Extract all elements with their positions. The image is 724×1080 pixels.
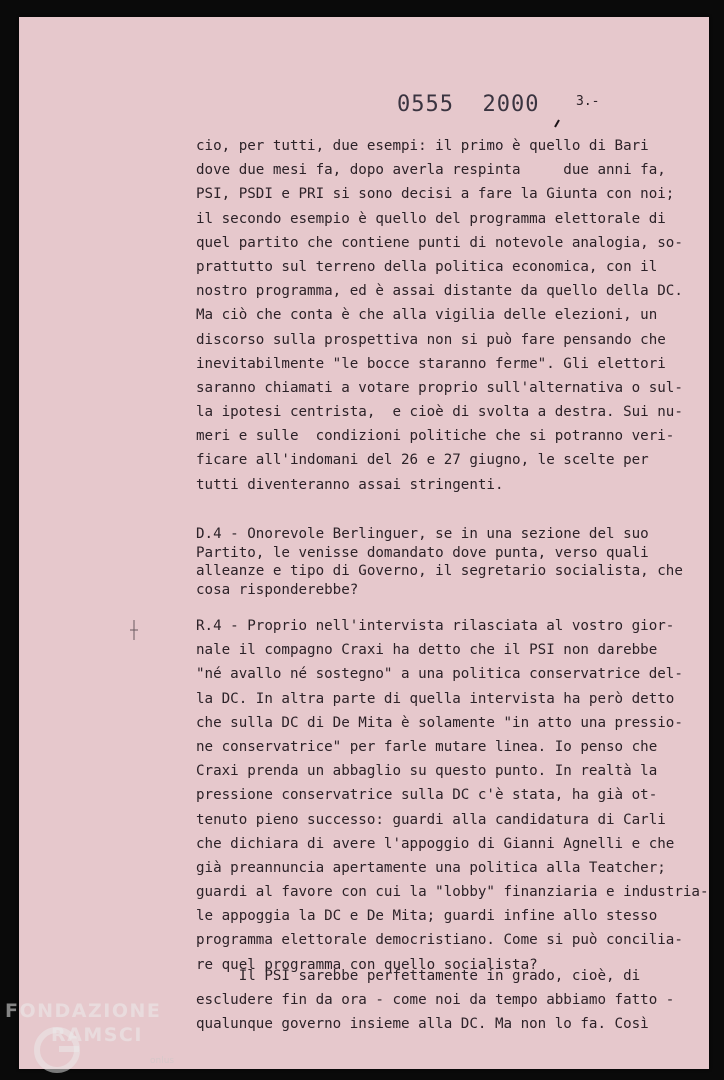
text-line: meri e sulle condizioni politiche che si potranno veri- (196, 428, 675, 445)
text-line: le appoggia la DC e De Mita; guardi infine allo stesso (196, 908, 658, 925)
text-line: tutti diventeranno assai stringenti. (196, 476, 504, 493)
margin-cross-icon (128, 618, 140, 642)
text-line: alleanze e tipo di Governo, il segretario socialista, che (196, 563, 683, 580)
text-line: escludere fin da ora - come noi da tempo abbiamo fatto - (196, 992, 675, 1009)
text-line: qualunque governo insieme alla DC. Ma non lo fa. Così (196, 1016, 649, 1033)
answer-4 (196, 614, 709, 977)
stamp-number-1: 0555 (397, 92, 454, 117)
watermark-line-2: RAMSCI (51, 1024, 143, 1046)
watermark-suffix: onlus (150, 1056, 175, 1066)
text-line: PSI, PSDI e PRI si sono decisi a fare la Giunta con noi; (196, 186, 675, 203)
text-line: tenuto pieno successo: guardi alla candidatura di Carli (196, 811, 666, 828)
text-line: Il PSI sarebbe perfettamente in grado, cioè, di (196, 968, 641, 984)
text-line: la ipotesi centrista, e cioè di svolta a destra. Sui nu- (196, 404, 683, 421)
text-line: già preannuncia apertamente una politica alla Teatcher; (196, 859, 666, 876)
paragraph-final (196, 964, 674, 1037)
text-line: pressione conservatrice sulla DC c'è stata, ha già ot- (196, 787, 658, 804)
text-line: Ma ciò che conta è che alla vigilia delle elezioni, un (196, 307, 658, 324)
paragraph-1 (196, 134, 683, 497)
text-line: cio, per tutti, due esempi: il primo è quello di Bari (196, 138, 649, 154)
text-line: R.4 - Proprio nell'intervista rilasciata al vostro gior- (196, 618, 675, 634)
text-line: discorso sulla prospettiva non si può fare pensando che (196, 331, 666, 348)
text-line: ne conservatrice" per farle mutare linea. Io penso che (196, 738, 658, 755)
text-line: "né avallo né sostegno" a una politica conservatrice del- (196, 666, 683, 683)
text-line: cosa risponderebbe? (196, 581, 359, 598)
text-line: re quel programma con quello socialista? (196, 956, 538, 973)
pen-mark-icon (553, 117, 563, 129)
text-line: saranno chiamati a votare proprio sull'alternativa o sul- (196, 379, 683, 396)
text-line: che sulla DC di De Mita è solamente "in atto una pressio- (196, 714, 683, 731)
text-line: che dichiara di avere l'appoggio di Gianni Agnelli e che (196, 835, 675, 852)
text-line: nostro programma, ed è assai distante da quello della DC. (196, 283, 683, 300)
fondazione-gramsci-watermark (3, 998, 203, 1080)
page-number: 3.- (576, 94, 600, 109)
text-line: dove due mesi fa, dopo averla respinta due anni fa, (196, 162, 666, 179)
text-line: Craxi prenda un abbaglio su questo punto. In realtà la (196, 763, 658, 780)
text-line: quel partito che contiene punti di notevole analogia, so- (196, 234, 683, 251)
text-line: D.4 - Onorevole Berlinguer, se in una sezione del suo (196, 526, 649, 542)
question-4 (196, 525, 683, 599)
stamp-number-2: 2000 (482, 92, 540, 117)
text-line: ficare all'indomani del 26 e 27 giugno, le scelte per (196, 452, 649, 469)
text-line: guardi al favore con cui la "lobby" finanziaria e industria- (196, 884, 709, 901)
text-line: prattutto sul terreno della politica economica, con il (196, 258, 658, 275)
text-line: Partito, le venisse domandato dove punta, verso quali (196, 544, 649, 561)
text-line: la DC. In altra parte di quella intervista ha però detto (196, 690, 675, 707)
watermark-line-1: FONDAZIONE (5, 1000, 162, 1022)
text-line: programma elettorale democristiano. Come si può concilia- (196, 932, 683, 949)
text-line: inevitabilmente "le bocce staranno ferme". Gli elettori (196, 355, 666, 372)
text-line: il secondo esempio è quello del programma elettorale di (196, 210, 666, 227)
text-line: nale il compagno Craxi ha detto che il PSI non darebbe (196, 642, 658, 659)
archive-stamp (397, 92, 539, 117)
